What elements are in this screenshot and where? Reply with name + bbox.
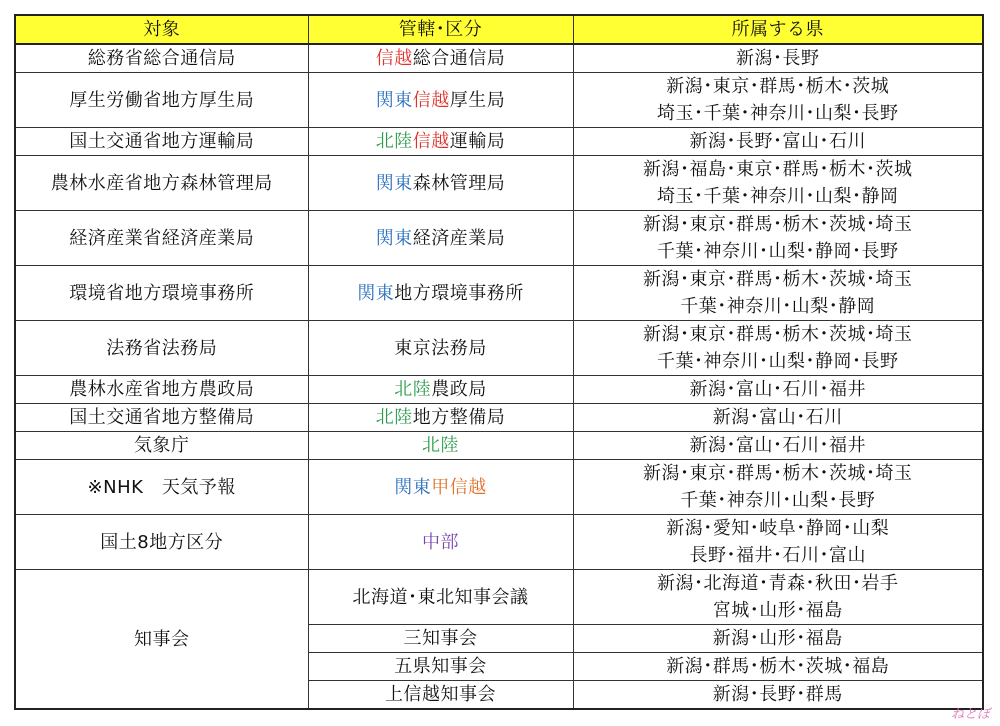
table-row [15,156,983,211]
jurisdiction-cell [308,73,573,128]
target-cell: 国土交通省地方運輸局 [15,128,308,156]
header-row [15,15,983,44]
prefecture-line: 千葉･神奈川･山梨･長野 [680,490,876,511]
prefecture-line: 新潟･東京･群馬･栃木･茨城･埼玉 [643,463,913,484]
table-row [15,128,983,156]
prefecture-line: 宮城･山形･福島 [712,600,843,621]
jurisdiction-cell [308,321,573,376]
jurisdiction-segment: 関東 [375,89,413,111]
table-row [15,404,983,432]
jurisdiction-segment: 北陸 [394,379,432,400]
jurisdiction-segment: 地方整備局 [412,407,506,428]
prefecture-line: 新潟･長野･群馬 [712,684,843,705]
header-jurisdiction: 管轄･区分 [308,15,573,44]
target-cell: 国土交通省地方整備局 [15,404,308,432]
jurisdiction-segment: 信越 [412,131,450,152]
prefecture-line: 新潟･東京･群馬･栃木･茨城･埼玉 [643,214,913,235]
table-body [15,44,983,709]
table-row [15,460,983,515]
target-cell: 厚生労働省地方厚生局 [15,73,308,128]
jurisdiction-segment: 地方環境事務所 [394,282,524,304]
jurisdiction-segment: 関東 [357,282,395,304]
prefectures-cell [573,432,983,460]
prefecture-line: 新潟･長野 [736,48,820,69]
prefecture-line: 新潟･東京･群馬･栃木･茨城･埼玉 [643,269,913,290]
prefecture-line: 埼玉･千葉･神奈川･山梨･長野 [657,103,899,124]
prefectures-cell [573,625,983,653]
jurisdiction-cell [308,266,573,321]
target-cell: 法務省法務局 [15,321,308,376]
table-row [15,44,983,73]
prefectures-cell [573,321,983,376]
jurisdiction-cell [308,156,573,211]
prefecture-line: 新潟･東京･群馬･栃木･茨城･埼玉 [643,324,913,345]
prefecture-line: 新潟･山形･福島 [712,628,843,649]
table-row [15,432,983,460]
jurisdiction-segment: 甲信越 [431,476,487,498]
prefecture-line: 新潟･北海道･青森･秋田･岩手 [657,573,899,594]
prefecture-line: 新潟･富山･石川･福井 [689,379,866,400]
jurisdiction-segment: 北陸 [375,131,413,152]
prefecture-line: 新潟･福島･東京･群馬･栃木･茨城 [643,159,913,180]
jurisdiction-cell [308,432,573,460]
header-target: 対象 [15,15,308,44]
prefectures-cell [573,156,983,211]
prefectures-cell [573,653,983,681]
prefectures-cell [573,266,983,321]
target-cell: 農林水産省地方農政局 [15,376,308,404]
jurisdiction-segment: 信越 [375,48,413,69]
prefecture-line: 千葉･神奈川･山梨･静岡 [680,296,876,317]
prefectures-cell [573,515,983,570]
prefectures-cell [573,376,983,404]
table-row [15,515,983,570]
prefecture-line: 新潟･群馬･栃木･茨城･福島 [666,656,890,677]
jurisdiction-cell [308,515,573,570]
prefecture-line: 新潟･東京･群馬･栃木･茨城 [666,76,890,97]
watermark-logo: ねとぼ [950,707,990,722]
prefectures-cell [573,44,983,73]
jurisdiction-cell [308,404,573,432]
prefectures-cell [573,128,983,156]
jurisdiction-segment: 信越 [412,89,450,111]
jurisdiction-segment: 北陸 [422,435,459,456]
prefectures-cell [573,460,983,515]
jurisdiction-segment: 関東 [394,476,432,498]
header-prefectures: 所属する県 [573,15,983,44]
prefectures-cell [573,211,983,266]
jurisdiction-segment: 農政局 [431,379,487,400]
table-row [15,321,983,376]
prefecture-line: 新潟･富山･石川 [712,407,843,428]
jurisdiction-segment: 中部 [422,531,459,553]
target-cell: 知事会 [15,570,308,710]
jurisdiction-segment: 関東 [375,172,413,194]
jurisdiction-cell: 上信越知事会 [308,681,573,710]
prefectures-cell [573,681,983,710]
target-cell: 気象庁 [15,432,308,460]
table-row [15,570,983,625]
target-cell: ※NHK 天気予報 [15,460,308,515]
jurisdiction-segment: 東京法務局 [394,337,487,359]
jurisdiction-cell: 五県知事会 [308,653,573,681]
target-cell: 経済産業省経済産業局 [15,211,308,266]
jurisdiction-segment: 経済産業局 [412,227,506,249]
jurisdiction-cell [308,376,573,404]
jurisdiction-cell [308,211,573,266]
prefecture-line: 千葉･神奈川･山梨･静岡･長野 [657,351,899,372]
jurisdiction-segment: 森林管理局 [412,172,506,194]
target-cell: 総務省総合通信局 [15,44,308,73]
jurisdiction-cell: 三知事会 [308,625,573,653]
prefecture-line: 新潟･富山･石川･福井 [689,435,866,456]
prefectures-cell [573,570,983,625]
jurisdiction-cell [308,128,573,156]
jurisdiction-segment: 関東 [375,227,413,249]
jurisdiction-segment: 運輸局 [449,131,506,152]
jurisdiction-cell [308,460,573,515]
prefecture-line: 千葉･神奈川･山梨･静岡･長野 [657,241,899,262]
jurisdiction-cell [308,44,573,73]
table-row [15,376,983,404]
jurisdiction-segment: 総合通信局 [412,48,506,69]
prefecture-line: 長野･福井･石川･富山 [689,545,866,566]
target-cell: 国土8地方区分 [15,515,308,570]
table-row [15,211,983,266]
jurisdiction-segment: 北陸 [375,407,413,428]
target-cell: 環境省地方環境事務所 [15,266,308,321]
jurisdiction-segment: 厚生局 [449,89,506,111]
prefectures-cell [573,404,983,432]
prefecture-line: 埼玉･千葉･神奈川･山梨･静岡 [657,186,899,207]
prefecture-line: 新潟･愛知･岐阜･静岡･山梨 [666,518,890,539]
jurisdiction-table [14,14,984,710]
jurisdiction-cell: 北海道･東北知事会議 [308,570,573,625]
target-cell: 農林水産省地方森林管理局 [15,156,308,211]
table-row [15,73,983,128]
prefecture-line: 新潟･長野･富山･石川 [689,131,866,152]
prefectures-cell [573,73,983,128]
table-row [15,266,983,321]
